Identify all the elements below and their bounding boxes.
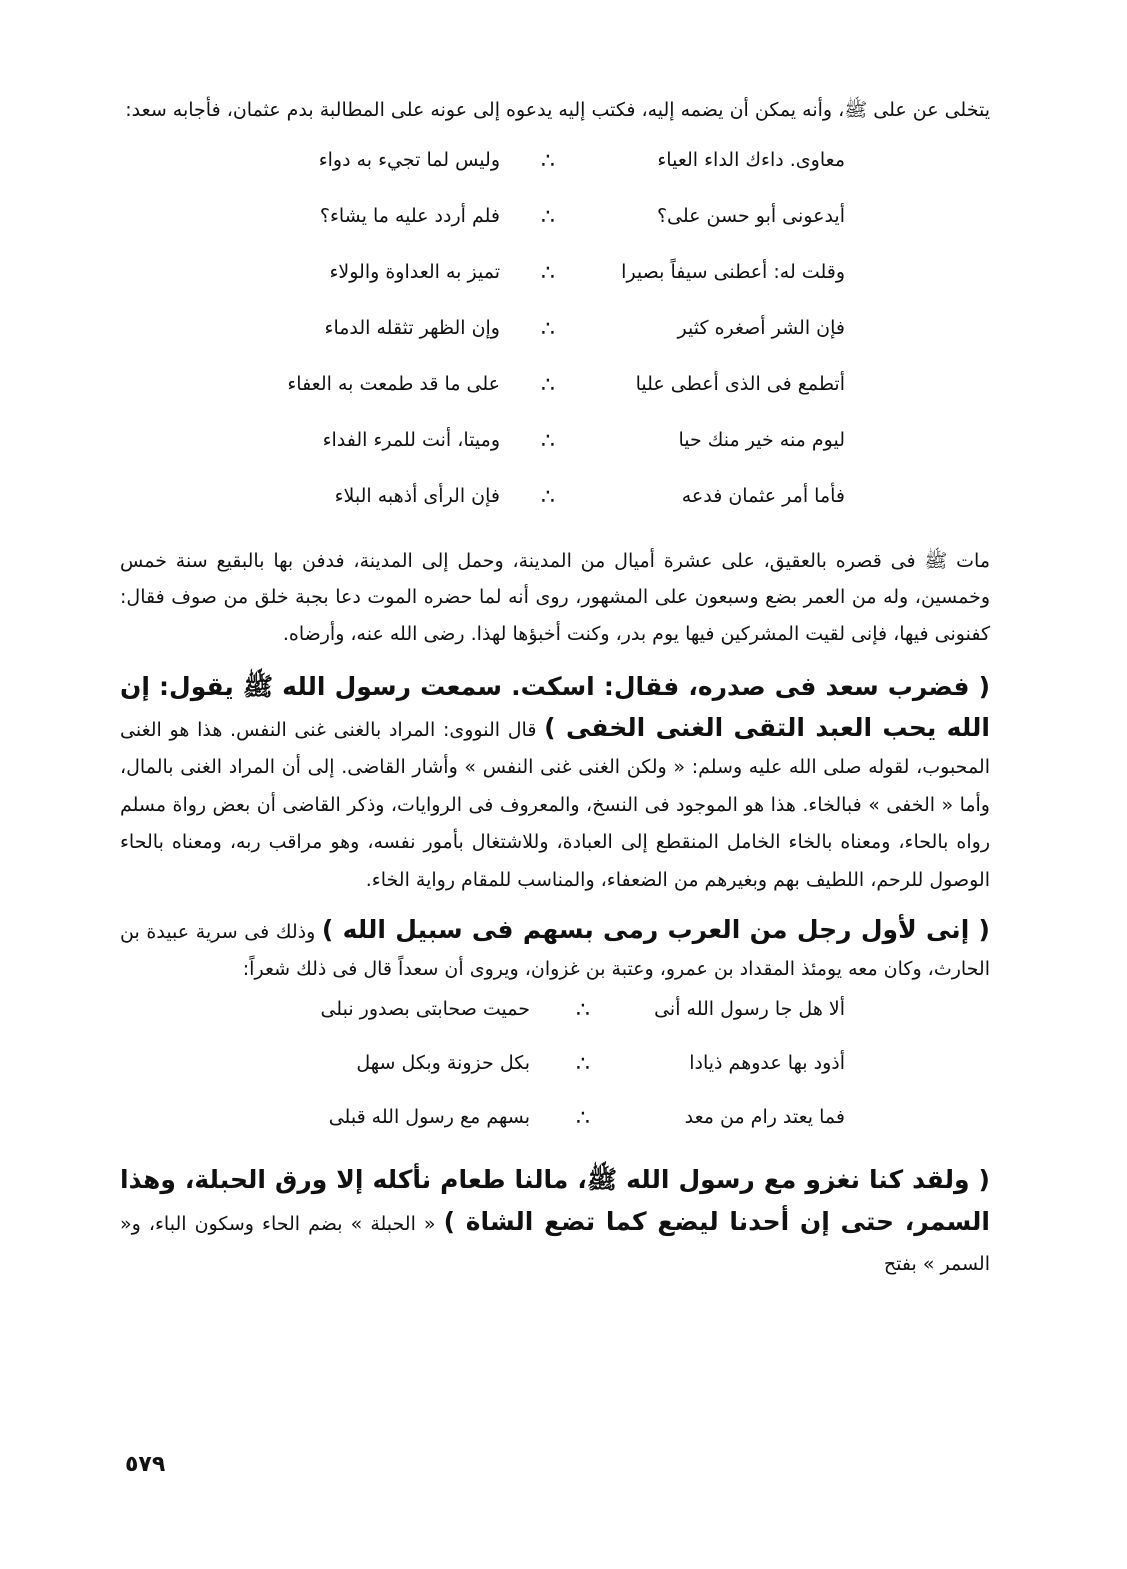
verse-row <box>120 139 990 195</box>
poem-saad-to-muawiya <box>120 139 990 531</box>
verse-row <box>120 988 990 1042</box>
verse-second-hemistich: فلم أردد عليه ما يشاء؟ <box>319 204 500 227</box>
verse-separator: ∴ <box>541 260 555 286</box>
hadith-text: ( فضرب سعد فى صدره، فقال: اسكت. سمعت رسول الله ﷺ يقول: إن الله يحب العبد التقى الغنى الخفى ) <box>120 672 991 742</box>
verse-first-hemistich: ليوم منه خير منك حيا <box>678 428 845 451</box>
commentary-text: « الحبلة » بضم الحاء وسكون الباء، و« السمر » بفتح <box>120 1213 990 1275</box>
verse-first-hemistich: ألا هل جا رسول الله أنى <box>654 998 845 1020</box>
verse-second-hemistich: وليس لما تجيء به دواء <box>318 148 500 171</box>
verse-separator: ∴ <box>541 316 555 342</box>
hadith-text: ( ولقد كنا نغزو مع رسول الله ﷺ، مالنا طعام نأكله إلا ورق الحبلة، وهذا السمر، حتى إن أحدنا ليضع كما تضع الشاة ) <box>120 1165 990 1236</box>
verse-row <box>120 251 990 307</box>
verse-first-hemistich: فما يعتد رام من معد <box>684 1106 845 1128</box>
verse-separator: ∴ <box>541 372 555 398</box>
verse-first-hemistich: أيدعونى أبو حسن على؟ <box>656 204 845 227</box>
verse-second-hemistich: على ما قد طمعت به العفاء <box>287 372 500 395</box>
verse-first-hemistich: أتطمع فى الذى أعطى عليا <box>635 372 845 395</box>
paragraph-death: مات ﷺ فى قصره بالعقيق، على عشرة أميال من المدينة، وحمل إلى المدينة، فدفن بها بالبقيع سنة خمس وخمسين، وله من العمر بضع وسبعون على المشهور، روى أنه لما حضره الموت دعا بجبة خلق من صوف فقال: كفنونى فيها، فإنى لقيت المشركين فيها يوم بدر، وكنت أخبؤها لهذا. رضى الله عنه، وأرضاه. <box>120 549 990 645</box>
verse-separator: ∴ <box>541 204 555 230</box>
verse-separator: ∴ <box>541 428 555 454</box>
paragraph-intro: يتخلى عن على ﷺ، وأنه يمكن أن يضمه إليه، فكتب إليه يدعوه إلى عونه على المطالبة بدم عثمان، فأجابه سعد: <box>125 99 990 121</box>
verse-separator: ∴ <box>541 148 555 174</box>
commentary-text: وذلك فى سرية عبيدة بن الحارث، وكان معه يومئذ المقداد بن عمرو، وعتبة بن غزوان، ويروى أن سعداً قال فى ذلك شعراً: <box>120 921 990 980</box>
verse-second-hemistich: حميت صحابتى بصدور نبلى <box>320 998 530 1020</box>
verse-second-hemistich: بكل حزونة وبكل سهل <box>356 1052 530 1074</box>
paragraph-first-arrow <box>120 911 990 988</box>
verse-row <box>120 307 990 363</box>
verse-separator: ∴ <box>541 484 555 510</box>
verse-row <box>120 1096 990 1150</box>
verse-first-hemistich: أذود بها عدوهم ذيادا <box>689 1052 845 1074</box>
commentary-text: قال النووى: المراد بالغنى غنى النفس. هذا هو الغنى المحبوب، لقوله صلى الله عليه وسلم: « ولكن الغنى غنى النفس » وأشار القاضى. إلى أن المراد الغنى بالمال، وأما « الخفى » فبالخاء. هذا هو الموجود فى النسخ، والمعروف فى الروايات، وذكر القاضى أن بعض رواة مسلم رواه بالحاء، ومعناه بالخاء الخامل المنقطع إلى العبادة، وللاشتغال بأمور نفسه، وهو مراقب ربه، ومعناه بالحاء الوصول للرحم، اللطيف بهم وبغيرهم من الضعفاء، والمناسب للمقام رواية الخاء. <box>120 718 990 891</box>
verse-row <box>120 363 990 419</box>
verse-second-hemistich: فإن الرأى أذهبه البلاء <box>334 484 500 507</box>
verse-second-hemistich: تميز به العداوة والولاء <box>329 260 500 283</box>
verse-first-hemistich: فأما أمر عثمان فدعه <box>681 484 845 507</box>
verse-second-hemistich: وإن الظهر تثقله الدماء <box>324 316 500 339</box>
page-number: ٥٧٩ <box>125 1452 166 1477</box>
verse-first-hemistich: وقلت له: أعطنى سيفاً بصيرا <box>621 260 845 283</box>
verse-separator: ∴ <box>576 998 590 1023</box>
paragraph-hunger <box>120 1160 990 1284</box>
hadith-text: ( إنى لأول رجل من العرب رمى بسهم فى سبيل الله ) <box>321 915 990 944</box>
verse-separator: ∴ <box>576 1052 590 1077</box>
verse-first-hemistich: فإن الشر أصغره كثير <box>677 316 845 339</box>
verse-row <box>120 419 990 475</box>
page-content <box>120 92 990 1284</box>
verse-second-hemistich: وميتا، أنت للمرء الفداء <box>322 428 500 451</box>
verse-row <box>120 1042 990 1096</box>
verse-separator: ∴ <box>576 1106 590 1131</box>
verse-row <box>120 475 990 531</box>
verse-first-hemistich: معاوى. داءك الداء العياء <box>657 148 845 171</box>
verse-second-hemistich: بسهم مع رسول الله قبلى <box>328 1106 530 1128</box>
verse-row <box>120 195 990 251</box>
poem-saad-arrows <box>120 988 990 1150</box>
paragraph-hadith-ghani <box>120 668 990 899</box>
